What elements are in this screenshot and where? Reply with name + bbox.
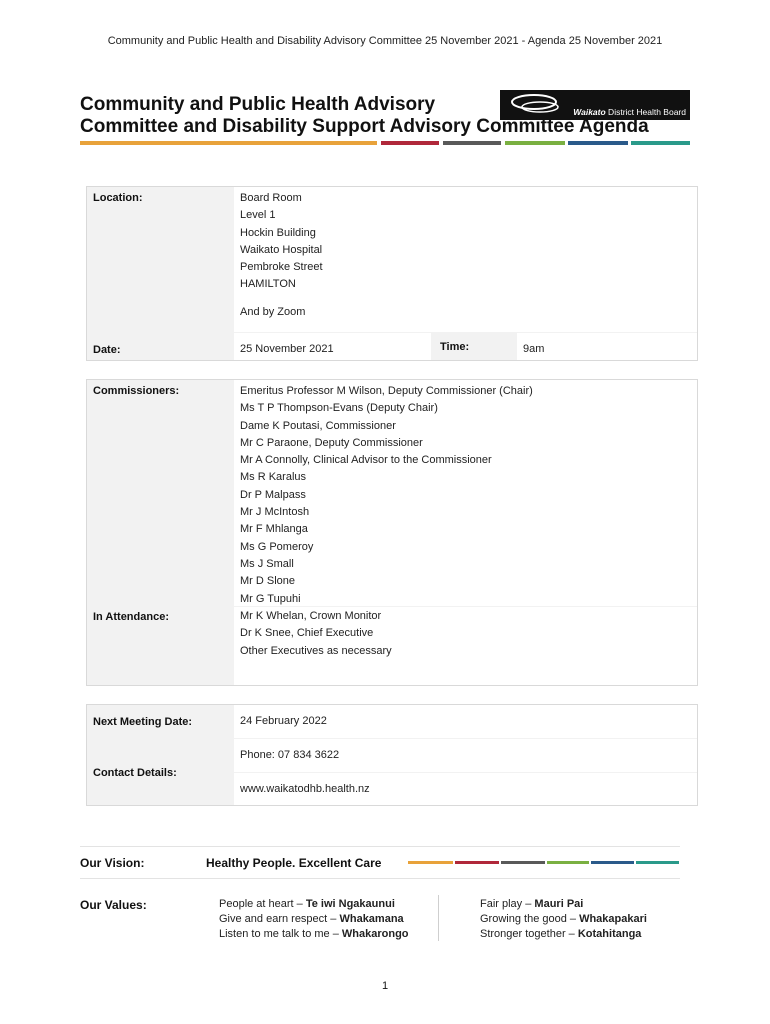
value-maori: Te iwi Ngakaunui xyxy=(305,898,395,910)
value-item xyxy=(480,897,647,912)
attendance-item: Mr K Whelan, Crown Monitor xyxy=(240,610,382,622)
value-item xyxy=(219,897,409,912)
commissioner-item: Mr F Mhlanga xyxy=(240,523,308,536)
date-value: 25 November 2021 xyxy=(240,343,334,355)
value-item xyxy=(219,927,409,942)
vision-colorbar-red xyxy=(455,861,499,864)
values-left-column xyxy=(219,897,409,942)
value-item xyxy=(480,927,647,942)
value-item xyxy=(219,912,409,927)
location-line: HAMILTON xyxy=(240,278,296,291)
title-colorbar-red xyxy=(381,141,439,145)
vision-colorbar-grey xyxy=(501,861,545,864)
attendance-item: Other Executives as necessary xyxy=(240,644,392,657)
logo-text-rest: District Health Board xyxy=(605,107,686,117)
attendance-list xyxy=(240,608,392,660)
website-value: www.waikatodhb.health.nz xyxy=(240,783,370,795)
values-label: Our Values: xyxy=(80,898,147,912)
vision-label: Our Vision: xyxy=(80,856,145,870)
values-divider xyxy=(438,895,439,941)
title-colorbar-grey xyxy=(443,141,501,145)
next-meeting-value: 24 February 2022 xyxy=(240,715,327,727)
value-english: Give and earn respect – xyxy=(219,913,340,925)
commissioner-item: Mr G Tupuhi xyxy=(240,592,301,605)
location-line: Waikato Hospital xyxy=(240,243,323,256)
commissioner-item: Emeritus Professor M Wilson, Deputy Commissioner (Chair) xyxy=(240,385,533,397)
running-header: Community and Public Health and Disability Advisory Committee 25 November 2021 - Agenda 25 November 2021 xyxy=(107,35,663,47)
value-maori: Whakapakari xyxy=(579,913,647,925)
commissioners-list xyxy=(240,383,533,608)
vision-top-rule xyxy=(80,846,680,847)
time-value: 9am xyxy=(523,343,545,355)
phone-value: Phone: 07 834 3622 xyxy=(240,749,340,761)
location-line: Level 1 xyxy=(240,209,276,222)
meeting-details-table xyxy=(86,186,698,361)
location-line: Hockin Building xyxy=(240,226,316,239)
commissioner-item: Ms G Pomeroy xyxy=(240,540,314,553)
location-line: Pembroke Street xyxy=(240,261,323,274)
location-label: Location: xyxy=(93,192,143,204)
page-number: 1 xyxy=(381,980,389,992)
value-english: Listen to me talk to me – xyxy=(219,928,342,940)
location-lines xyxy=(240,190,323,294)
vision-colorbar-blue xyxy=(591,861,634,864)
commissioner-item: Dame K Poutasi, Commissioner xyxy=(240,419,396,432)
title-colorbar-green xyxy=(505,141,565,145)
logo-text-bold: Waikato xyxy=(573,107,606,117)
vision-colorbar-orange xyxy=(408,861,453,864)
value-english: Growing the good – xyxy=(480,913,580,925)
attendance-item: Dr K Snee, Chief Executive xyxy=(240,627,374,640)
commissioner-item: Ms J Small xyxy=(240,557,294,570)
title-colorbar-teal xyxy=(631,141,690,145)
commissioner-item: Mr D Slone xyxy=(240,575,296,588)
value-maori: Mauri Pai xyxy=(534,898,584,910)
title-colorbar-blue xyxy=(568,141,628,145)
value-maori: Whakamana xyxy=(339,913,404,925)
contact-label: Contact Details: xyxy=(93,767,177,779)
vision-colorbar-green xyxy=(547,861,589,864)
value-english: Stronger together – xyxy=(480,928,578,940)
commissioner-item: Dr P Malpass xyxy=(240,488,306,501)
commissioner-item: Mr C Paraone, Deputy Commissioner xyxy=(240,436,423,449)
value-item xyxy=(480,912,647,927)
page-title xyxy=(80,94,649,138)
page-title-line2: Committee and Disability Support Advisory Committee Agenda xyxy=(80,116,649,137)
vision-bottom-rule xyxy=(80,878,680,879)
time-label: Time: xyxy=(440,341,470,353)
vision-value: Healthy People. Excellent Care xyxy=(206,856,382,870)
attendees-table xyxy=(86,379,698,686)
commissioner-item: Ms T P Thompson-Evans (Deputy Chair) xyxy=(240,402,438,415)
attendance-label: In Attendance: xyxy=(93,611,169,623)
date-label: Date: xyxy=(93,344,121,356)
value-english: People at heart – xyxy=(219,898,306,910)
page-title-line1: Community and Public Health Advisory xyxy=(80,94,436,115)
value-maori: Whakarongo xyxy=(341,928,409,940)
commissioners-label: Commissioners: xyxy=(93,385,180,397)
value-english: Fair play – xyxy=(480,898,535,910)
contact-table xyxy=(86,704,698,806)
commissioner-item: Mr J McIntosh xyxy=(240,506,310,519)
next-meeting-label: Next Meeting Date: xyxy=(93,716,193,728)
value-maori: Kotahitanga xyxy=(577,928,642,940)
vision-colorbar-teal xyxy=(636,861,679,864)
location-zoom: And by Zoom xyxy=(240,306,306,318)
location-line: Board Room xyxy=(240,192,302,204)
values-right-column xyxy=(480,897,647,942)
commissioner-item: Mr A Connolly, Clinical Advisor to the Commissioner xyxy=(240,454,492,467)
title-colorbar-orange xyxy=(80,141,377,145)
commissioner-item: Ms R Karalus xyxy=(240,471,307,484)
